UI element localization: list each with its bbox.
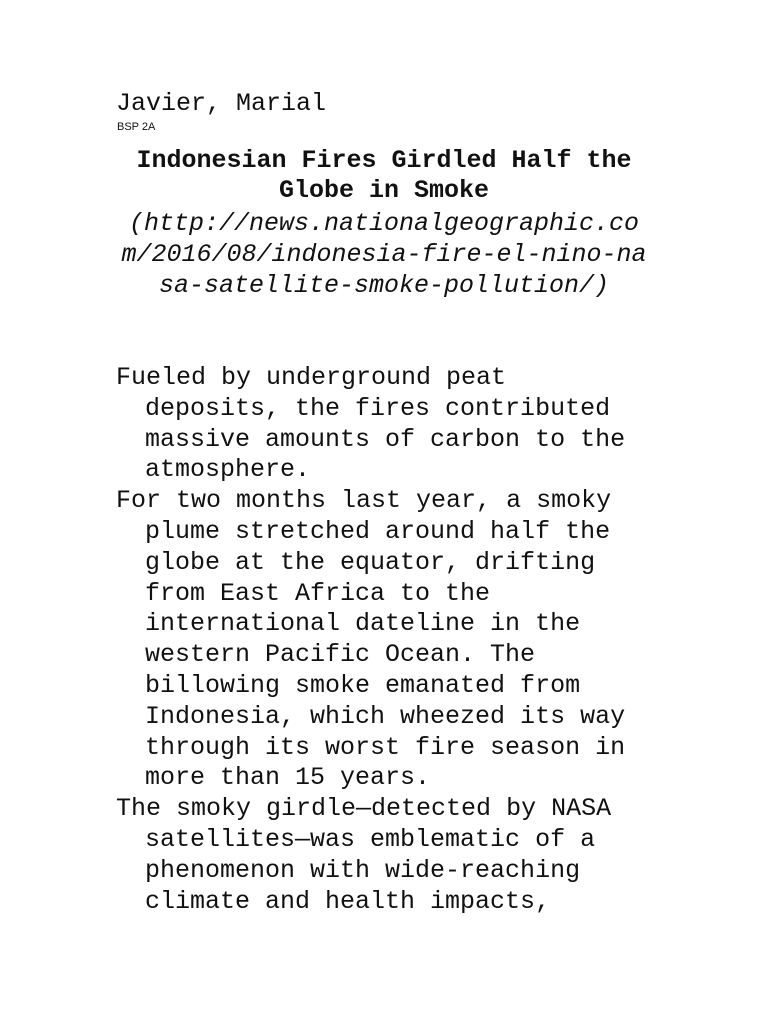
paragraph: Fueled by underground peat deposits, the fires contributed massive amounts of carbon to the atmosphere.	[116, 363, 626, 485]
paragraph: The smoky girdle—detected by NASA satellites—was emblematic of a phenomenon with wide-reaching climate and health impacts,	[116, 794, 612, 916]
article-title: Indonesian Fires Girdled Half the Globe in Smoke	[136, 146, 632, 205]
paragraph: For two months last year, a smoky plume stretched around half the globe at the equator, drifting from East Africa to the international dateline in the western Pacific Ocean. The billowing smoke emanated from Indonesia, which wheezed its way through its worst fire season in more than 15 years.	[116, 486, 626, 793]
class-section: BSP 2A	[117, 121, 156, 133]
source-url: (http://news.nationalgeographic.com/2016/08/indonesia-fire-el-nino-nasa-satellite-smoke-pollution/)	[121, 209, 647, 300]
article-body	[116, 363, 656, 917]
author-name: Javier, Marial	[116, 89, 327, 118]
